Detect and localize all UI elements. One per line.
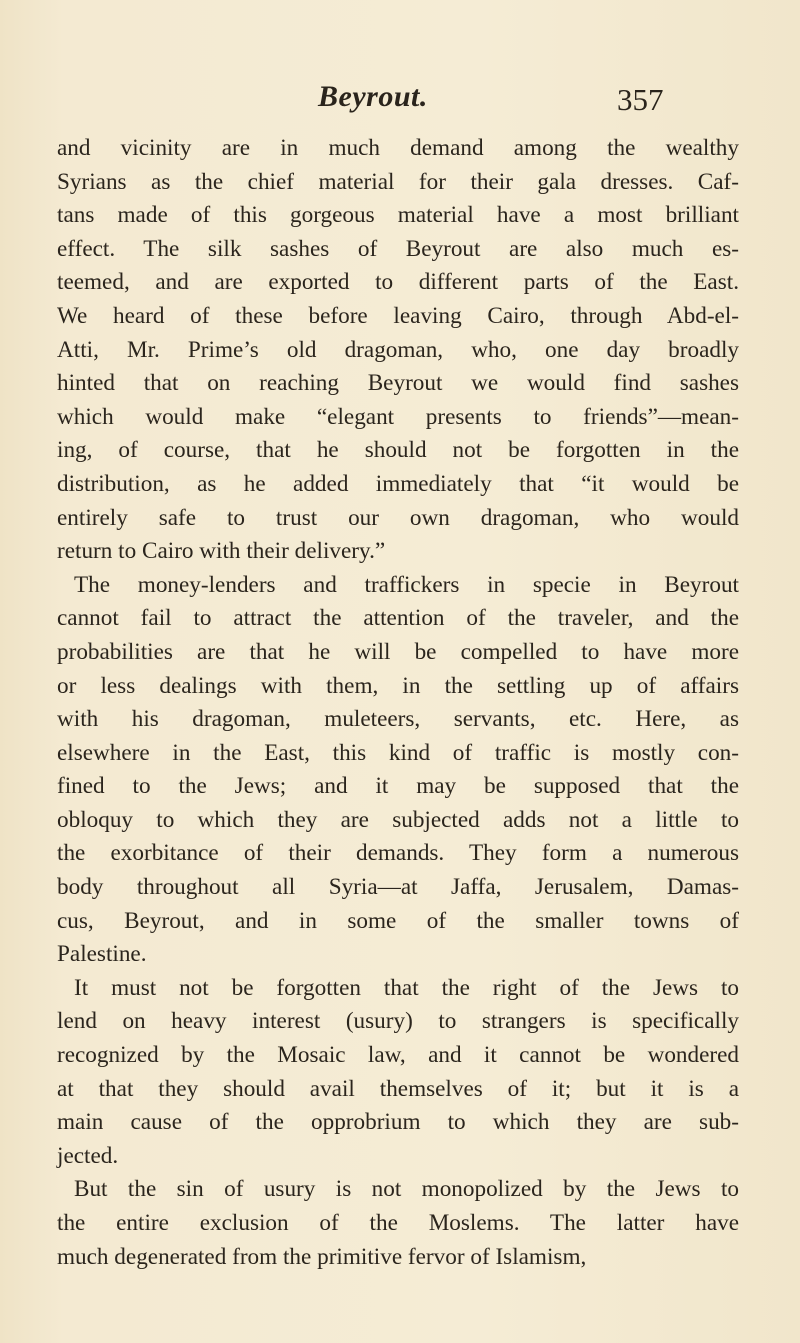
- text-line: hinted that on reaching Beyrout we would find sashes: [57, 370, 739, 397]
- text-line: with his dragoman, muleteers, servants, etc. Here, as: [57, 706, 739, 733]
- text-line: teemed, and are exported to different parts of the East.: [57, 269, 739, 296]
- running-head: [0, 80, 800, 124]
- text-line: Palestine.: [57, 941, 147, 968]
- text-line: entirely safe to trust our own dragoman, who would: [57, 504, 739, 531]
- text-line: ing, of course, that he should not be forgotten in the: [57, 437, 739, 464]
- text-line: cus, Beyrout, and in some of the smaller towns of: [57, 907, 739, 934]
- text-line: recognized by the Mosaic law, and it cannot be wondered: [57, 1042, 739, 1069]
- text-line: fined to the Jews; and it may be supposed that the: [57, 773, 739, 800]
- text-line: the entire exclusion of the Moslems. The latter have: [57, 1210, 739, 1236]
- text-line: at that they should avail themselves of it; but it is a: [57, 1075, 739, 1102]
- text-line: jected.: [57, 1142, 119, 1169]
- text-line: We heard of these before leaving Cairo, through Abd-el-: [57, 302, 739, 329]
- text-line: effect. The silk sashes of Beyrout are also much es-: [57, 235, 739, 262]
- text-line: Syrians as the chief material for their gala dresses. Caf-: [57, 168, 739, 195]
- text-line: body throughout all Syria—at Jaffa, Jerusalem, Damas-: [57, 874, 739, 901]
- text-line: lend on heavy interest (usury) to strangers is specifically: [57, 1008, 739, 1035]
- text-line: cannot fail to attract the attention of the traveler, and the: [57, 605, 739, 632]
- text-line: and vicinity are in much demand among the wealthy: [57, 135, 739, 161]
- text-line: It must not be forgotten that the right of the Jews to: [74, 974, 739, 1001]
- text-line: the exorbitance of their demands. They form a numerous: [57, 840, 739, 867]
- text-line: Atti, Mr. Prime’s old dragoman, who, one day broadly: [57, 336, 739, 363]
- text-line: obloquy to which they are subjected adds not a little to: [57, 806, 739, 833]
- text-line: The money-lenders and traffickers in specie in Beyrout: [74, 571, 739, 598]
- text-line: which would make “elegant presents to friends”—mean-: [57, 403, 739, 430]
- page-number: 357: [617, 82, 664, 117]
- text-line: But the sin of usury is not monopolized by the Jews to: [74, 1176, 739, 1203]
- running-title: Beyrout.: [318, 80, 428, 113]
- text-line: or less dealings with them, in the settling up of affairs: [57, 672, 739, 699]
- text-line: much degenerated from the primitive fervor of Islamism,: [57, 1243, 587, 1270]
- text-line: tans made of this gorgeous material have a most brilliant: [57, 202, 739, 229]
- body-text: [57, 132, 739, 1274]
- text-line: return to Cairo with their delivery.”: [57, 538, 386, 565]
- text-line: elsewhere in the East, this kind of traffic is mostly con-: [57, 739, 739, 766]
- text-line: main cause of the opprobrium to which they are sub-: [57, 1109, 739, 1136]
- text-line: distribution, as he added immediately that “it would be: [57, 470, 739, 497]
- text-line: probabilities are that he will be compelled to have more: [57, 638, 739, 665]
